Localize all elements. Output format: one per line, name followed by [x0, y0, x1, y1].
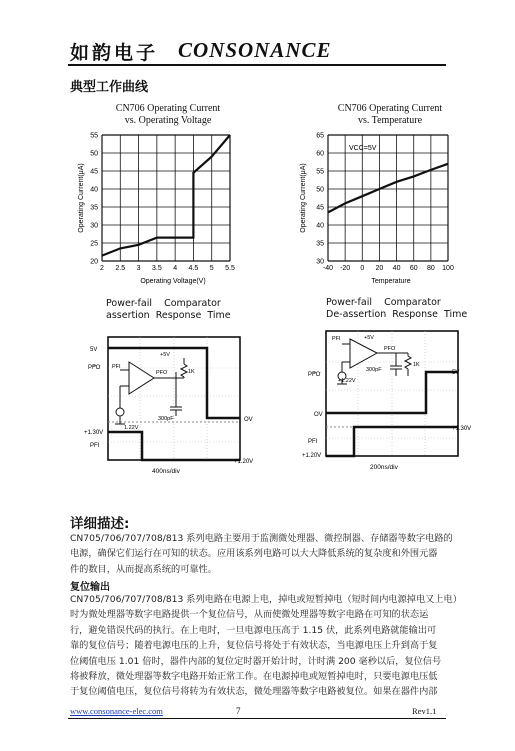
y-tick-label: 30: [316, 258, 324, 266]
y-tick-label: 20: [90, 258, 98, 266]
x-tick-label: 0: [360, 265, 365, 272]
diagram-assertion-title-line1: Power-fail Comparator: [106, 298, 221, 309]
diagram-deassertion-title-line2: De-assertion Response Time: [326, 309, 468, 320]
diag1-label-1-22v: 1.22V: [124, 425, 139, 431]
diag1-label-5v: 5V: [90, 347, 98, 353]
chart-temperature-title: [310, 103, 470, 127]
y-tick-label: 35: [316, 240, 324, 248]
diag1-label-pfo2: PFO: [156, 370, 168, 376]
diag1-label-1-30v: +1.30V: [84, 430, 104, 436]
chart-voltage-title-line1: CN706 Operating Current: [115, 103, 221, 114]
chart-voltage-title: [88, 103, 248, 127]
diagram-deassertion-title-line1: Power-fail Comparator: [326, 297, 441, 308]
chart-temperature-x-label: Temperature: [371, 278, 411, 285]
chart-temperature-x-ticks: [323, 265, 454, 272]
diag1-label-300pf: 300pF: [158, 416, 174, 422]
y-tick-label: 40: [316, 222, 324, 230]
y-tick-label: 55: [316, 168, 324, 176]
y-tick-label: 65: [316, 132, 324, 140]
chart-voltage-grid: [102, 135, 230, 261]
footer-website-link[interactable]: www.consonance-elec.com: [70, 706, 163, 716]
x-tick-label: -20: [340, 265, 351, 272]
diag1-label-pfo: PFO: [88, 365, 101, 371]
paragraph-line: 件的数目，从而提高系统的可靠性。: [70, 563, 217, 575]
chart-temperature-grid: [328, 135, 448, 261]
x-tick-label: 3.5: [151, 265, 162, 272]
paragraph-line: 时为微处理器等数字电路提供一个复位信号，从而使微处理器等数字电路在可知的状态运: [70, 609, 429, 621]
x-tick-label: -40: [322, 265, 334, 272]
x-tick-label: 4: [173, 265, 178, 272]
diag2-label-300pf: 300pF: [366, 367, 382, 373]
diag2-label-time: 200ns/div: [370, 464, 398, 471]
paragraph-line: 靠的复位信号；随着电源电压的上升，复位信号将处于有效状态，当电源电压上升到高于复: [70, 640, 438, 652]
diagram-assertion-title: [88, 298, 248, 322]
chart-voltage-y-ticks: [90, 133, 98, 266]
header-rule: [68, 64, 446, 66]
paragraph-line: 电源，确保它们运行在可知的状态。应用该系列电路可以大大降低系统的复杂度和外围元器: [70, 548, 438, 560]
chart-temperature-title-line2: vs. Temperature: [357, 115, 423, 126]
x-tick-label: 2: [100, 265, 104, 272]
chart-temperature-annotation: VCC=5V: [349, 145, 377, 152]
y-tick-label: 55: [90, 132, 98, 140]
x-tick-label: 60: [409, 265, 418, 272]
x-tick-label: 80: [426, 265, 435, 272]
x-tick-label: 4.5: [188, 265, 199, 272]
company-name-chinese: 如韵电子: [70, 42, 159, 64]
diag2-label-pfi2: PFI: [308, 439, 318, 445]
diag2-label-1-22v: +1.22V: [338, 378, 356, 384]
y-tick-label: 60: [316, 150, 324, 158]
diagram-deassertion-response-time: [302, 326, 474, 472]
diag2-label-1-30v: +1.30V: [452, 426, 472, 432]
x-tick-label: 2.5: [115, 265, 126, 272]
diag2-label-0v: OV: [314, 412, 323, 418]
x-tick-label: 100: [442, 265, 454, 272]
diag1-label-1k: 1K: [188, 369, 195, 375]
diag1-label-pfi2: PFI: [90, 443, 100, 449]
paragraph-line: 行，避免错误代码的执行。在上电时，一旦电源电压高于 1.15 伏，此系列电路就能输出可: [70, 624, 437, 636]
x-tick-label: 5.5: [225, 265, 235, 272]
diag1-label-0v: OV: [244, 417, 253, 423]
y-tick-label: 45: [90, 168, 98, 176]
chart-voltage-x-label: Operating Voltage(V): [140, 278, 206, 285]
paragraph-line: 于复位阈值电压，复位信号将转为有效状态，微处理器等数字电路被复位。如果在器件内部: [70, 686, 438, 698]
diag2-label-plus5v: +5V: [364, 335, 374, 341]
diag2-label-pfo: PFO: [308, 372, 321, 378]
chart-operating-current-vs-temperature: [296, 128, 472, 288]
subsection-title-reset-output: 复位输出: [70, 582, 110, 593]
y-tick-label: 35: [90, 204, 98, 212]
diag2-label-pfi: PFI: [332, 336, 341, 342]
chart-temperature-title-line1: CN706 Operating Current: [337, 103, 443, 114]
y-tick-label: 50: [316, 186, 324, 194]
diag2-label-1k: 1K: [413, 362, 420, 368]
paragraph-reset-output: [70, 592, 462, 700]
paragraph-line: CN705/706/707/708/813 系列电路在电源上电，掉电或短暂掉电（短时间内电源掉电又上电）: [70, 594, 462, 605]
x-tick-label: 3: [136, 265, 141, 272]
footer-page-number: 7: [236, 706, 241, 716]
chart-operating-current-vs-voltage: [72, 128, 248, 288]
chart-voltage-y-label: Operating Current(μA): [78, 163, 85, 233]
chart-voltage-title-line2: vs. Operating Voltage: [124, 115, 212, 126]
section-title-typical-curves: 典型工作曲线: [70, 80, 149, 95]
y-tick-label: 25: [90, 240, 98, 248]
paragraph-line: 将被释放，微处理器等数字电路开始正常工作。在电源掉电或短暂掉电时，只要电源电压低: [70, 671, 438, 683]
y-tick-label: 40: [90, 186, 98, 194]
x-tick-label: 20: [375, 265, 384, 272]
paragraph-line: CN705/706/707/708/813 系列电路主要用于监测微处理器、微控制器、存储器等数字电路的: [70, 533, 453, 544]
diag1-label-pfi: PFI: [112, 364, 121, 370]
diag2-label-5v: 5V: [452, 370, 460, 376]
paragraph-overview: [70, 531, 453, 577]
x-tick-label: 40: [392, 265, 401, 272]
chart-temperature-y-ticks: [316, 133, 324, 266]
diag1-label-1-20v: +1.20V: [234, 459, 254, 465]
y-tick-label: 30: [90, 222, 98, 230]
footer-revision: Rev1.1: [412, 706, 437, 716]
diagram-deassertion-title: [318, 297, 478, 321]
diag2-label-pfo-top: PFO: [384, 346, 396, 352]
diagram-assertion-response-time: [84, 332, 259, 480]
paragraph-line: 位阈值电压 1.01 倍时，器件内部的复位定时器开始计时，计时满 200 毫秒以后，复位信号: [70, 655, 442, 667]
chart-voltage-x-ticks: [100, 265, 235, 272]
y-tick-label: 45: [316, 204, 324, 212]
footer-rule: [68, 718, 446, 719]
diagram-assertion-title-line2: assertion Response Time: [106, 310, 231, 321]
diag2-label-1-20v: +1.20V: [302, 453, 322, 459]
company-name-english: CONSONANCE: [178, 38, 332, 62]
x-tick-label: 5: [209, 265, 214, 272]
section-title-detailed-description: 详细描述:: [70, 516, 130, 532]
diag1-label-time: 400ns/div: [152, 468, 180, 475]
y-tick-label: 50: [90, 150, 98, 158]
diag1-label-plus5v: +5V: [160, 352, 170, 358]
chart-temperature-y-label: Operating Current(μA): [300, 163, 307, 233]
